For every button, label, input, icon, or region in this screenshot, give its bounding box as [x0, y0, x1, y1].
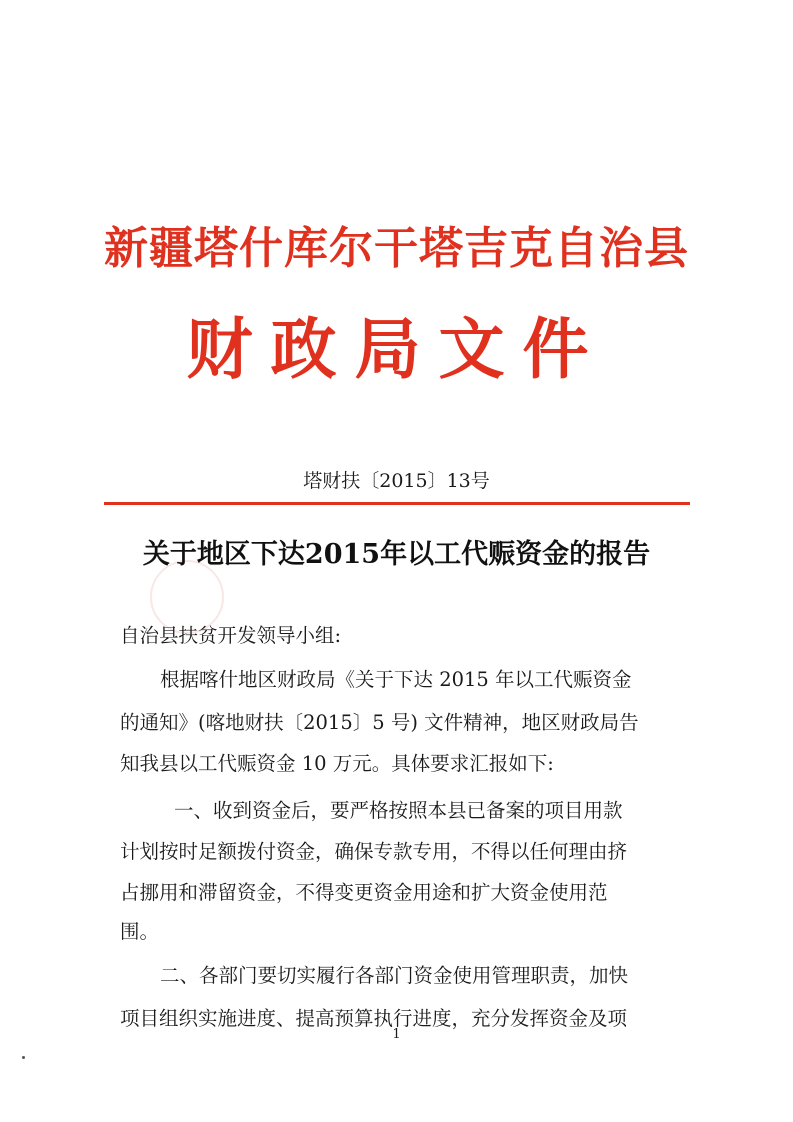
body-line: 围。 [120, 920, 160, 943]
body-line: 的通知》(喀地财扶〔2015〕5 号) 文件精神，地区财政局告 [120, 711, 639, 734]
document-title: 关于地区下达2015年以工代赈资金的报告 [142, 539, 651, 570]
salutation: 自治县扶贫开发领导小组: [120, 624, 342, 647]
document-number: 塔财扶〔2015〕13号 [303, 470, 490, 492]
red-divider-line [104, 502, 690, 505]
document-type-heading: 财政局文件 [186, 310, 607, 388]
body-line: 二、各部门要切实履行各部门资金使用管理职责，加快 [160, 964, 629, 987]
scan-speck [22, 1056, 25, 1059]
body-line: 占挪用和滞留资金，不得变更资金用途和扩大资金使用范 [120, 881, 608, 904]
issuing-organization: 新疆塔什库尔干塔吉克自治县 [104, 223, 689, 274]
body-line: 一、收到资金后，要严格按照本县已备案的项目用款 [174, 799, 623, 822]
body-line: 知我县以工代赈资金 10 万元。具体要求汇报如下: [120, 752, 554, 775]
body-line: 计划按时足额拨付资金，确保专款专用，不得以任何理由挤 [120, 840, 628, 863]
body-line: 根据喀什地区财政局《关于下达 2015 年以工代赈资金 [160, 668, 632, 691]
page-number: 1 [392, 1027, 401, 1042]
body-line: 项目组织实施进度、提高预算执行进度，充分发挥资金及项 [120, 1007, 628, 1030]
